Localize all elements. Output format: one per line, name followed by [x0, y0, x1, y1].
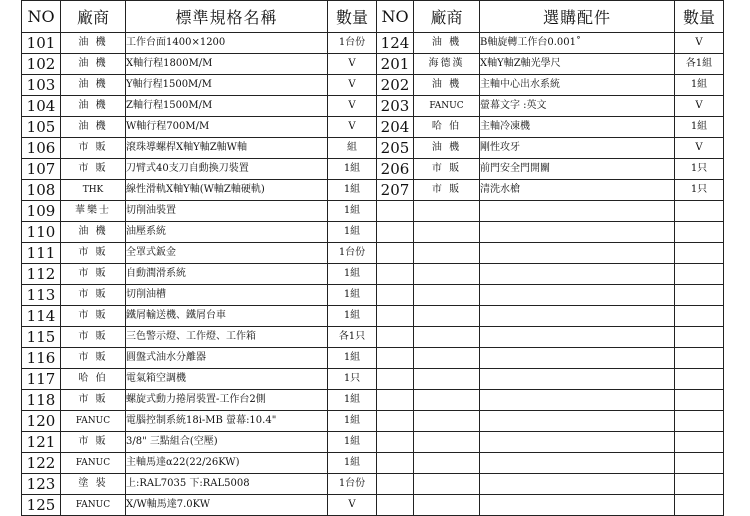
cell-no: 109	[22, 201, 61, 222]
empty-row	[377, 348, 724, 369]
cell-no: 120	[22, 411, 61, 432]
cell-name: B軸旋轉工作台0.001˚	[480, 33, 675, 54]
cell-qty	[675, 432, 724, 453]
cell-vendor: 華樂士	[61, 201, 126, 222]
cell-name	[480, 411, 675, 432]
table-row	[22, 159, 377, 180]
cell-vendor	[414, 453, 480, 474]
cell-qty: 1只	[675, 180, 724, 201]
cell-qty: 1組	[328, 348, 377, 369]
cell-name	[480, 264, 675, 285]
cell-no: 204	[377, 117, 414, 138]
table-row	[377, 96, 724, 117]
cell-no: 105	[22, 117, 61, 138]
cell-no: 205	[377, 138, 414, 159]
table-row	[377, 159, 724, 180]
cell-name: 自動潤滑系統	[126, 264, 328, 285]
cell-vendor: 市 販	[61, 138, 126, 159]
cell-vendor: 油 機	[61, 222, 126, 243]
cell-no	[377, 474, 414, 495]
cell-name: 鐵屑輸送機、鐵屑台車	[126, 306, 328, 327]
cell-vendor	[414, 432, 480, 453]
cell-name	[480, 285, 675, 306]
cell-no: 104	[22, 96, 61, 117]
cell-vendor: 市 販	[61, 264, 126, 285]
cell-qty: 1組	[328, 285, 377, 306]
cell-no: 101	[22, 33, 61, 54]
col-header-no: NO	[377, 1, 414, 33]
table-row	[22, 264, 377, 285]
cell-qty	[675, 474, 724, 495]
cell-vendor	[414, 201, 480, 222]
cell-vendor: 油 機	[414, 138, 480, 159]
cell-name: 線性滑軌X軸Y軸(W軸Z軸硬軌)	[126, 180, 328, 201]
cell-qty: V	[328, 54, 377, 75]
cell-vendor: 油 機	[61, 33, 126, 54]
cell-vendor: 市 販	[61, 327, 126, 348]
table-row	[22, 54, 377, 75]
cell-qty: 1台份	[328, 243, 377, 264]
cell-vendor: 油 機	[61, 54, 126, 75]
cell-qty: 各1只	[328, 327, 377, 348]
cell-vendor: THK	[61, 180, 126, 201]
cell-name: W軸行程700M/M	[126, 117, 328, 138]
cell-qty	[675, 243, 724, 264]
empty-row	[377, 390, 724, 411]
cell-name: X/W軸馬達7.0KW	[126, 495, 328, 516]
cell-vendor: 市 販	[61, 390, 126, 411]
cell-name	[480, 369, 675, 390]
cell-name: 螺旋式動力捲屑裝置-工作台2側	[126, 390, 328, 411]
cell-no: 121	[22, 432, 61, 453]
cell-name: 清洗水槍	[480, 180, 675, 201]
cell-no: 103	[22, 75, 61, 96]
cell-no: 113	[22, 285, 61, 306]
cell-no: 116	[22, 348, 61, 369]
cell-qty	[675, 201, 724, 222]
cell-no: 123	[22, 474, 61, 495]
cell-no	[377, 453, 414, 474]
table-row	[22, 33, 377, 54]
cell-vendor: 市 販	[414, 180, 480, 201]
cell-vendor	[414, 285, 480, 306]
cell-name: 主軸馬達α22(22/26KW)	[126, 453, 328, 474]
cell-no: 108	[22, 180, 61, 201]
table-row	[22, 327, 377, 348]
cell-name: X軸行程1800M/M	[126, 54, 328, 75]
cell-no: 122	[22, 453, 61, 474]
cell-qty	[675, 369, 724, 390]
cell-name: Z軸行程1500M/M	[126, 96, 328, 117]
cell-no: 206	[377, 159, 414, 180]
cell-qty: 1只	[328, 369, 377, 390]
cell-qty: 1組	[328, 453, 377, 474]
cell-no: 207	[377, 180, 414, 201]
cell-name: 工作台面1400×1200	[126, 33, 328, 54]
cell-qty	[675, 411, 724, 432]
empty-row	[377, 432, 724, 453]
cell-name: 螢幕文字 :英文	[480, 96, 675, 117]
cell-no	[377, 243, 414, 264]
cell-no: 203	[377, 96, 414, 117]
cell-vendor: 市 販	[61, 432, 126, 453]
cell-name: 前門安全門開關	[480, 159, 675, 180]
cell-vendor: 市 販	[414, 159, 480, 180]
cell-no: 118	[22, 390, 61, 411]
table-row	[22, 474, 377, 495]
col-header-qty: 數量	[675, 1, 724, 33]
cell-vendor: 海德漢	[414, 54, 480, 75]
cell-no	[377, 411, 414, 432]
cell-vendor: 市 販	[61, 348, 126, 369]
cell-vendor: 油 機	[61, 96, 126, 117]
cell-vendor: 市 販	[61, 306, 126, 327]
cell-name	[480, 327, 675, 348]
cell-qty	[675, 327, 724, 348]
cell-name	[480, 474, 675, 495]
cell-vendor: 哈 伯	[61, 369, 126, 390]
cell-no: 106	[22, 138, 61, 159]
cell-name	[480, 306, 675, 327]
empty-row	[377, 243, 724, 264]
standard-spec-table	[21, 0, 377, 516]
cell-no	[377, 327, 414, 348]
cell-no: 112	[22, 264, 61, 285]
col-header-qty: 數量	[328, 1, 377, 33]
cell-vendor: FANUC	[61, 495, 126, 516]
col-header-name: 選購配件	[480, 1, 675, 33]
cell-qty: 組	[328, 138, 377, 159]
table-row	[22, 495, 377, 516]
cell-no: 125	[22, 495, 61, 516]
cell-vendor: 油 機	[414, 75, 480, 96]
table-row	[22, 96, 377, 117]
optional-accessories-table	[376, 0, 724, 516]
cell-vendor	[414, 222, 480, 243]
cell-name	[480, 201, 675, 222]
empty-row	[377, 369, 724, 390]
cell-vendor	[414, 264, 480, 285]
empty-row	[377, 453, 724, 474]
cell-qty	[675, 348, 724, 369]
cell-qty	[675, 264, 724, 285]
cell-no	[377, 222, 414, 243]
table-row	[377, 54, 724, 75]
cell-qty: 1組	[328, 306, 377, 327]
cell-no	[377, 306, 414, 327]
cell-name: 滾珠導螺桿X軸Y軸Z軸W軸	[126, 138, 328, 159]
cell-name: 主軸中心出水系統	[480, 75, 675, 96]
cell-vendor: 塗 裝	[61, 474, 126, 495]
cell-name: 電腦控制系統18i-MB 螢幕:10.4"	[126, 411, 328, 432]
cell-name: 切削油裝置	[126, 201, 328, 222]
cell-name: 切削油槽	[126, 285, 328, 306]
cell-qty: 1組	[328, 222, 377, 243]
empty-row	[377, 474, 724, 495]
cell-qty: 1組	[328, 180, 377, 201]
table-row	[22, 180, 377, 201]
table-row	[22, 411, 377, 432]
cell-name	[480, 453, 675, 474]
cell-qty: V	[675, 96, 724, 117]
cell-vendor: FANUC	[61, 453, 126, 474]
col-header-vendor: 廠商	[61, 1, 126, 33]
cell-name	[480, 495, 675, 516]
cell-no: 107	[22, 159, 61, 180]
cell-name: X軸Y軸Z軸光學尺	[480, 54, 675, 75]
cell-qty: 1組	[328, 432, 377, 453]
cell-vendor: 市 販	[61, 285, 126, 306]
cell-vendor	[414, 495, 480, 516]
table-row	[377, 75, 724, 96]
cell-no: 201	[377, 54, 414, 75]
cell-name: 剛性攻牙	[480, 138, 675, 159]
cell-no: 115	[22, 327, 61, 348]
cell-name: Y軸行程1500M/M	[126, 75, 328, 96]
cell-vendor: 市 販	[61, 159, 126, 180]
table-row	[22, 75, 377, 96]
cell-no	[377, 348, 414, 369]
col-header-vendor: 廠商	[414, 1, 480, 33]
table-row	[22, 243, 377, 264]
empty-row	[377, 327, 724, 348]
cell-vendor	[414, 390, 480, 411]
cell-no	[377, 285, 414, 306]
cell-vendor	[414, 474, 480, 495]
cell-no	[377, 495, 414, 516]
table-row	[22, 306, 377, 327]
table-row	[22, 369, 377, 390]
cell-no: 110	[22, 222, 61, 243]
empty-row	[377, 264, 724, 285]
cell-no: 124	[377, 33, 414, 54]
cell-vendor: FANUC	[414, 96, 480, 117]
empty-row	[377, 495, 724, 516]
cell-name: 上:RAL7035 下:RAL5008	[126, 474, 328, 495]
cell-qty: 1組	[328, 264, 377, 285]
table-row	[22, 201, 377, 222]
table-row	[377, 33, 724, 54]
cell-qty: 1台份	[328, 474, 377, 495]
empty-row	[377, 306, 724, 327]
cell-vendor	[414, 348, 480, 369]
table-row	[22, 285, 377, 306]
cell-name: 電氣箱空調機	[126, 369, 328, 390]
cell-name: 主軸冷凍機	[480, 117, 675, 138]
cell-name: 刀臂式40支刀自動換刀裝置	[126, 159, 328, 180]
cell-qty	[675, 390, 724, 411]
cell-name: 油壓系統	[126, 222, 328, 243]
cell-name: 圓盤式油水分離器	[126, 348, 328, 369]
cell-qty: V	[328, 75, 377, 96]
cell-no	[377, 201, 414, 222]
cell-vendor: 哈 伯	[414, 117, 480, 138]
cell-vendor: FANUC	[61, 411, 126, 432]
col-header-no: NO	[22, 1, 61, 33]
cell-qty: 1組	[675, 117, 724, 138]
cell-qty: 各1組	[675, 54, 724, 75]
header-row	[377, 1, 724, 33]
cell-qty: V	[675, 138, 724, 159]
cell-qty: V	[328, 495, 377, 516]
cell-no: 202	[377, 75, 414, 96]
table-row	[377, 180, 724, 201]
cell-no: 111	[22, 243, 61, 264]
cell-qty: 1組	[328, 201, 377, 222]
cell-name: 3/8" 三點組合(空壓)	[126, 432, 328, 453]
empty-row	[377, 411, 724, 432]
empty-row	[377, 201, 724, 222]
cell-vendor: 油 機	[61, 75, 126, 96]
cell-name: 三色警示燈、工作燈、工作箱	[126, 327, 328, 348]
cell-no: 117	[22, 369, 61, 390]
cell-vendor	[414, 243, 480, 264]
cell-no	[377, 390, 414, 411]
cell-qty: 1只	[675, 159, 724, 180]
header-row	[22, 1, 377, 33]
table-row	[377, 117, 724, 138]
table-row	[22, 138, 377, 159]
cell-qty: 1台份	[328, 33, 377, 54]
cell-qty	[675, 222, 724, 243]
cell-vendor	[414, 411, 480, 432]
cell-qty	[675, 285, 724, 306]
cell-vendor	[414, 369, 480, 390]
cell-qty	[675, 453, 724, 474]
cell-no	[377, 432, 414, 453]
cell-name: 全罩式鈑金	[126, 243, 328, 264]
cell-no: 102	[22, 54, 61, 75]
cell-qty	[675, 306, 724, 327]
cell-no	[377, 264, 414, 285]
cell-no	[377, 369, 414, 390]
table-row	[22, 432, 377, 453]
cell-qty: 1組	[328, 159, 377, 180]
cell-qty: 1組	[328, 411, 377, 432]
table-row	[22, 348, 377, 369]
empty-row	[377, 222, 724, 243]
cell-name	[480, 243, 675, 264]
cell-qty: V	[675, 33, 724, 54]
cell-qty: 1組	[328, 390, 377, 411]
cell-vendor: 市 販	[61, 243, 126, 264]
cell-vendor: 油 機	[61, 117, 126, 138]
table-row	[22, 117, 377, 138]
cell-qty	[675, 495, 724, 516]
cell-vendor	[414, 327, 480, 348]
cell-qty: V	[328, 96, 377, 117]
cell-qty: 1組	[675, 75, 724, 96]
table-row	[22, 453, 377, 474]
cell-name	[480, 222, 675, 243]
cell-name	[480, 390, 675, 411]
cell-vendor: 油 機	[414, 33, 480, 54]
table-row	[377, 138, 724, 159]
cell-name	[480, 348, 675, 369]
cell-name	[480, 432, 675, 453]
empty-row	[377, 285, 724, 306]
col-header-name: 標準規格名稱	[126, 1, 328, 33]
table-row	[22, 222, 377, 243]
table-row	[22, 390, 377, 411]
cell-vendor	[414, 306, 480, 327]
cell-qty: V	[328, 117, 377, 138]
cell-no: 114	[22, 306, 61, 327]
